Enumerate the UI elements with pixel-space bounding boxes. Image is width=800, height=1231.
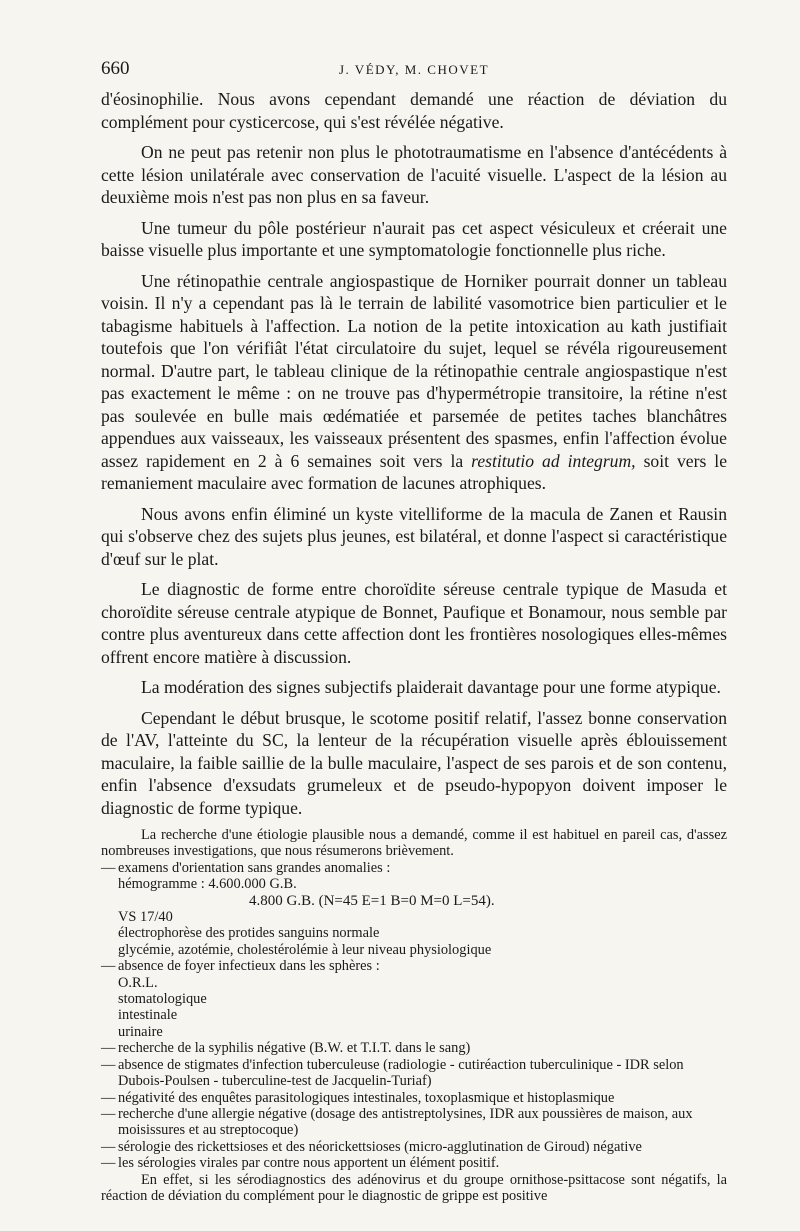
paragraph: Une tumeur du pôle postérieur n'aurait pas cet aspect vésiculeux et créerait une baisse visuelle plus importante et une symptomatologie fonctionnelle plus riche.	[101, 217, 727, 260]
sub-item: VS 17/40	[118, 909, 173, 926]
list-item: — examens d'orientation sans grandes anomalies :	[101, 859, 391, 876]
sub-item: stomatologique	[118, 991, 207, 1008]
list-item: — sérologie des rickettsioses et des néorickettsioses (micro-agglutination de Giroud) négative	[101, 1138, 642, 1155]
list-item: — absence de stigmates d'infection tuberculeuse (radiologie - cutiréaction tuberculinique - IDR selon Dubois-Poulsen - tuberculine-test de Jacquelin-Turiaf)	[101, 1056, 684, 1090]
page	[101, 58, 727, 1204]
sub-item: électrophorèse des protides sanguins normale	[118, 925, 380, 942]
sub-item: O.R.L.	[118, 974, 158, 991]
sub-item: hémogramme : 4.600.000 G.B.	[118, 876, 297, 893]
blood-formula: 4.800 G.B. (N=45 E=1 B=0 M=0 L=54).	[249, 892, 495, 909]
italic-phrase: restitutio ad integrum,	[471, 450, 636, 471]
paragraph: Cependant le début brusque, le scotome positif relatif, l'assez bonne conservation de l'AV, l'atteinte du SC, la lenteur de la récupération visuelle après éblouissement maculaire, la faible saillie de la bulle maculaire, l'aspect de ses parois et de son contenu, enfin l'absence d'exsudats grumeleux et de pseudo-hypopyon doivent imposer le diagnostic de forme typique.	[101, 707, 727, 818]
paragraph: Le diagnostic de forme entre choroïdite séreuse centrale typique de Masuda et choroïdite séreuse centrale atypique de Bonnet, Paufique et Bonamour, nous semble par contre plus aventureux dans cette affection dont les frontières nosologiques elles-mêmes offrent encore matière à discussion.	[101, 579, 727, 667]
investigations-section	[101, 827, 727, 1204]
page-header	[101, 58, 727, 88]
paragraph-text-tail: soit vers le remaniement maculaire avec formation de lacunes atrophiques.	[101, 450, 727, 493]
paragraph: Nous avons enfin éliminé un kyste vitelliforme de la macula de Zanen et Rausin qui s'observe chez des sujets plus jeunes, est bilatéral, et donne l'aspect si caractéristique d'œuf sur le plat.	[101, 503, 727, 569]
paragraph: La modération des signes subjectifs plaiderait davantage pour une forme atypique.	[141, 677, 721, 697]
final-paragraph: En effet, si les sérodiagnostics des adénovirus et du groupe ornithose-psittacose sont négatifs, la réaction de déviation du complément pour le diagnostic de grippe est positive	[101, 1171, 727, 1204]
sub-item: glycémie, azotémie, cholestérolémie à leur niveau physiologique	[118, 941, 492, 958]
paragraph: d'éosinophilie. Nous avons cependant demandé une réaction de déviation du complément pour cysticercose, qui s'est révélée négative.	[101, 89, 727, 132]
running-head: J. VÉDY, M. CHOVET	[338, 62, 490, 77]
body-text	[101, 88, 727, 819]
list-item: — recherche de la syphilis négative (B.W. et T.I.T. dans le sang)	[101, 1040, 471, 1057]
paragraph	[101, 270, 727, 495]
sub-item: urinaire	[118, 1023, 163, 1040]
list-item: — absence de foyer infectieux dans les sphères :	[101, 958, 380, 975]
investigations-intro: La recherche d'une étiologie plausible nous a demandé, comme il est habituel en pareil cas, d'assez nombreuses investigations, que nous résumerons brièvement.	[101, 827, 727, 860]
list-item: — recherche d'une allergie négative (dosage des antistreptolysines, IDR aux poussières de maison, aux moisissures et au streptocoque)	[101, 1105, 693, 1139]
list-item: — négativité des enquêtes parasitologiques intestinales, toxoplasmique et histoplasmique	[101, 1089, 615, 1106]
page-number: 660	[101, 58, 130, 79]
sub-item: intestinale	[118, 1007, 178, 1024]
list-item: — les sérologies virales par contre nous apportent un élément positif.	[101, 1155, 500, 1172]
paragraph: On ne peut pas retenir non plus le phototraumatisme en l'absence d'antécédents à cette lésion unilatérale avec conservation de l'acuité visuelle. L'aspect de la lésion au deuxième mois n'est pas non plus en sa faveur.	[101, 142, 727, 207]
paragraph-text: Une rétinopathie centrale angiospastique de Horniker pourrait donner un tableau voisin. Il n'y a cependant pas là le terrain de labilité vasomotrice bien particulier et le tabagisme habituels à l'affection. La notion de la petite intoxication au kath justifiait toutefois que l'on vérifiât l'état circulatoire du sujet, lequel se révéla rigoureusement normal. D'autre part, le tableau clinique de la rétinopathie centrale angiospastique n'est pas exactement le même : on ne trouve pas d'hypermétropie transitoire, la rétine n'est pas soulevée en bulle mais œdématiée et parsemée de petites taches blanchâtres appendues aux vaisseaux, les vaisseaux présentent des spasmes, enfin l'affection évolue assez rapidement en 2 à 6 semaines soit vers la	[101, 270, 727, 471]
